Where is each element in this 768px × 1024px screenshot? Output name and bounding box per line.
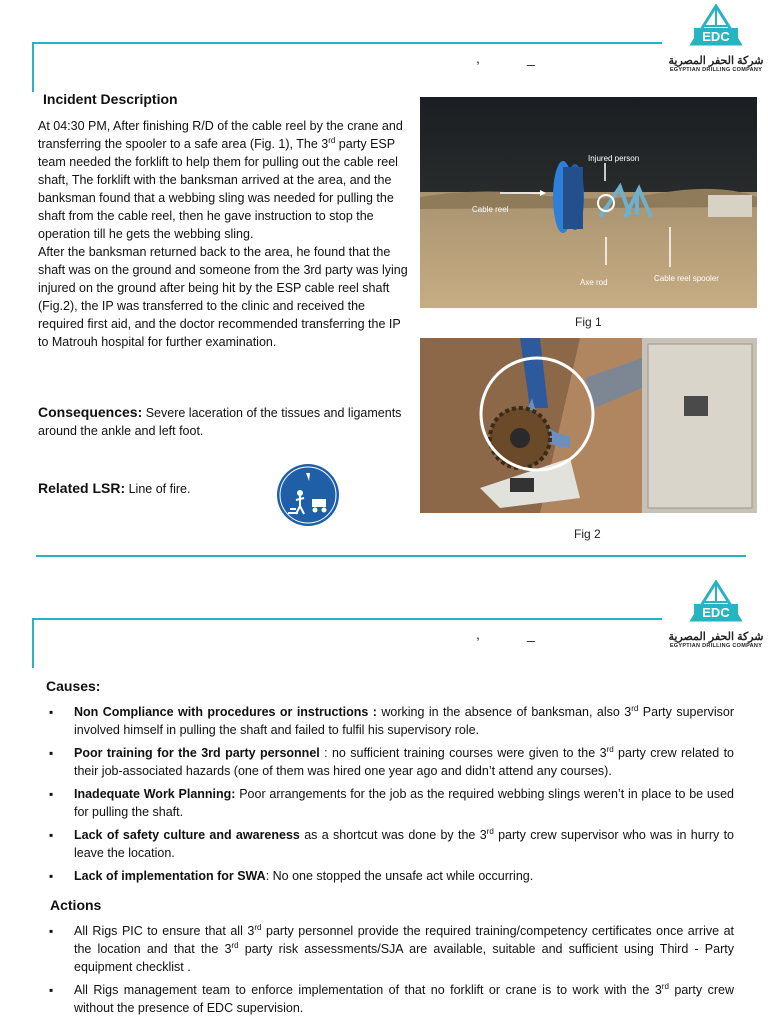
fig1-image bbox=[420, 97, 757, 308]
dash-mark-2: _ bbox=[527, 626, 535, 642]
line-of-fire-icon bbox=[276, 463, 340, 527]
fig2-caption: Fig 2 bbox=[574, 527, 601, 541]
action-item: ▪ All Rigs management team to enforce implementation of that no forklift or crane is to work with the 3rd party crew without the presence of EDC supervision. bbox=[46, 981, 734, 1017]
edc-logo-icon bbox=[684, 4, 748, 50]
fig1-photo bbox=[420, 97, 757, 308]
edc-logo-icon bbox=[684, 580, 748, 626]
cause-item: ▪ Non Compliance with procedures or instructions : working in the absence of banksman, also 3rd Party supervisor involved himself in pulling the shaft and failed to fulfil his supervisory role. bbox=[46, 703, 734, 739]
fig2-image bbox=[420, 338, 757, 513]
fig1-label-cable-reel: Cable reel bbox=[472, 205, 509, 214]
related-lsr: Related LSR: Line of fire. bbox=[38, 480, 191, 496]
fig1-label-injured: Injured person bbox=[588, 154, 640, 163]
logo-english: EGYPTIAN DRILLING COMPANY bbox=[669, 67, 763, 73]
incident-para2: After the banksman returned back to the area, he found that the shaft was on the ground and someone from the 3rd party was lying injured on the ground after being hit by the ESP cable reel shaft (Fig.2), the IP was transferred to the clinic and received the required first aid, and the doctor recommended transferring the IP to Matrouh hospital for further examination. bbox=[38, 245, 408, 349]
cause-item: ▪ Inadequate Work Planning: Poor arrangements for the job as the required webbing slings weren’t in place to be used for pulling the shaft. bbox=[46, 785, 734, 821]
company-logo bbox=[668, 4, 764, 73]
logo-text-2: EDC bbox=[702, 605, 730, 620]
cause-item: ▪ Poor training for the 3rd party personnel : no sufficient training courses were given to the 3rd party crew related to their job-associated hazards (one of them was hired one year ago and didn’t attend any courses). bbox=[46, 744, 734, 780]
consequences: Consequences: Severe laceration of the tissues and ligaments around the ankle and left foot. bbox=[38, 404, 402, 438]
action-item: ▪ All Rigs PIC to ensure that all 3rd party personnel provide the required training/competency certificates once arrive at the location and that the 3rd party risk assessments/SJA are available, suitable and sufficient using Third - Party equipment checklist . bbox=[46, 922, 734, 976]
fig1-label-spooler: Cable reel spooler bbox=[654, 274, 719, 283]
dash-mark: _ bbox=[527, 50, 535, 66]
causes-heading: Causes: bbox=[46, 678, 101, 694]
logo-arabic-2: شركة الحفر المصرية bbox=[668, 631, 764, 643]
fig1-caption: Fig 1 bbox=[575, 315, 602, 329]
actions-heading: Actions bbox=[50, 897, 102, 913]
page-divider bbox=[36, 555, 746, 557]
actions-list bbox=[46, 922, 734, 1022]
logo-text: EDC bbox=[702, 29, 730, 44]
comma-mark: , bbox=[476, 50, 480, 66]
header-frame-2 bbox=[32, 618, 662, 668]
fig2-photo bbox=[420, 338, 757, 513]
logo-arabic: شركة الحفر المصرية bbox=[668, 55, 764, 67]
logo-english-2: EGYPTIAN DRILLING COMPANY bbox=[669, 643, 763, 649]
cause-item: ▪ Lack of safety culture and awareness as a shortcut was done by the 3rd party crew supervisor who was in hurry to leave the location. bbox=[46, 826, 734, 862]
incident-heading: Incident Description bbox=[43, 91, 178, 107]
incident-description bbox=[38, 117, 408, 351]
comma-mark-2: , bbox=[476, 626, 480, 642]
company-logo-2 bbox=[668, 580, 764, 649]
cause-item: ▪ Lack of implementation for SWA: No one stopped the unsafe act while occurring. bbox=[46, 867, 734, 885]
incident-para1: At 04:30 PM, After finishing R/D of the cable reel by the crane and transferring the spooler to a safe area (Fig. 1), The 3rd party ESP team needed the forklift to help them for pulling out the cable reel shaft, The forklift with the banksman arrived at the area, and the banksman found that a webbing sling was needed for pulling the shaft from the cable reel, then he gave instruction to stop the operation till he gets the webbing sling. bbox=[38, 119, 403, 241]
fig1-label-axe-rod: Axe rod bbox=[580, 278, 608, 287]
causes-list bbox=[46, 703, 734, 890]
header-frame bbox=[32, 42, 662, 92]
